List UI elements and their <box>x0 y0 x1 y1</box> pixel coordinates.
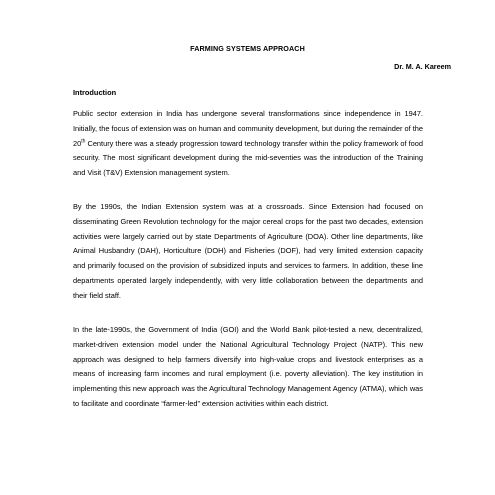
ordinal-superscript: th <box>81 138 86 145</box>
paragraph-3: In the late-1990s, the Government of India (GOI) and the World Bank pilot-tested a new, decentralized, market-driven extension model under the National Agricultural Technology Project (NATP). This new approach was designed to help farmers diversify into high-value crops and livestock enterprises as a means of increasing farm incomes and rural employment (i.e. poverty alleviation). The key institution in implementing this new approach was the Agricultural Technology Management Agency (ATMA), which was to facilitate and coordinate “farmer-led” extension activities within each district. <box>73 325 423 408</box>
paragraph-2: By the 1990s, the Indian Extension system was at a crossroads. Since Extension had focused on disseminating Green Revolution technology for the major cereal crops for the past two decades, extension activities were largely carried out by state Departments of Agriculture (DOA). Other line departments, like Animal Husbandry (DAH), Horticulture (DOH) and Fisheries (DOF), had very limited extension capacity and primarily focused on the provision of subsidized inputs and services to farmers. In addition, these line departments operated largely independently, with very little collaboration between the departments and their field staff. <box>73 202 423 300</box>
paragraph-1-text: Public sector extension in India has undergone several transformations since independence in 1947. Initially, the focus of extension was on human and community development, but during the remainder of the 20 <box>73 109 423 148</box>
paragraph-1-text-continued: Century there was a steady progression toward technology transfer within the policy framework of food security. The most significant development during the mid-seventies was the introduction of the Training and Visit (T&V) Extension management system. <box>73 138 423 178</box>
paragraph-1 <box>73 107 423 181</box>
author-name: Dr. M. A. Kareem <box>394 62 451 71</box>
section-heading: Introduction <box>73 88 117 97</box>
document-title: FARMING SYSTEMS APPROACH <box>190 44 305 53</box>
